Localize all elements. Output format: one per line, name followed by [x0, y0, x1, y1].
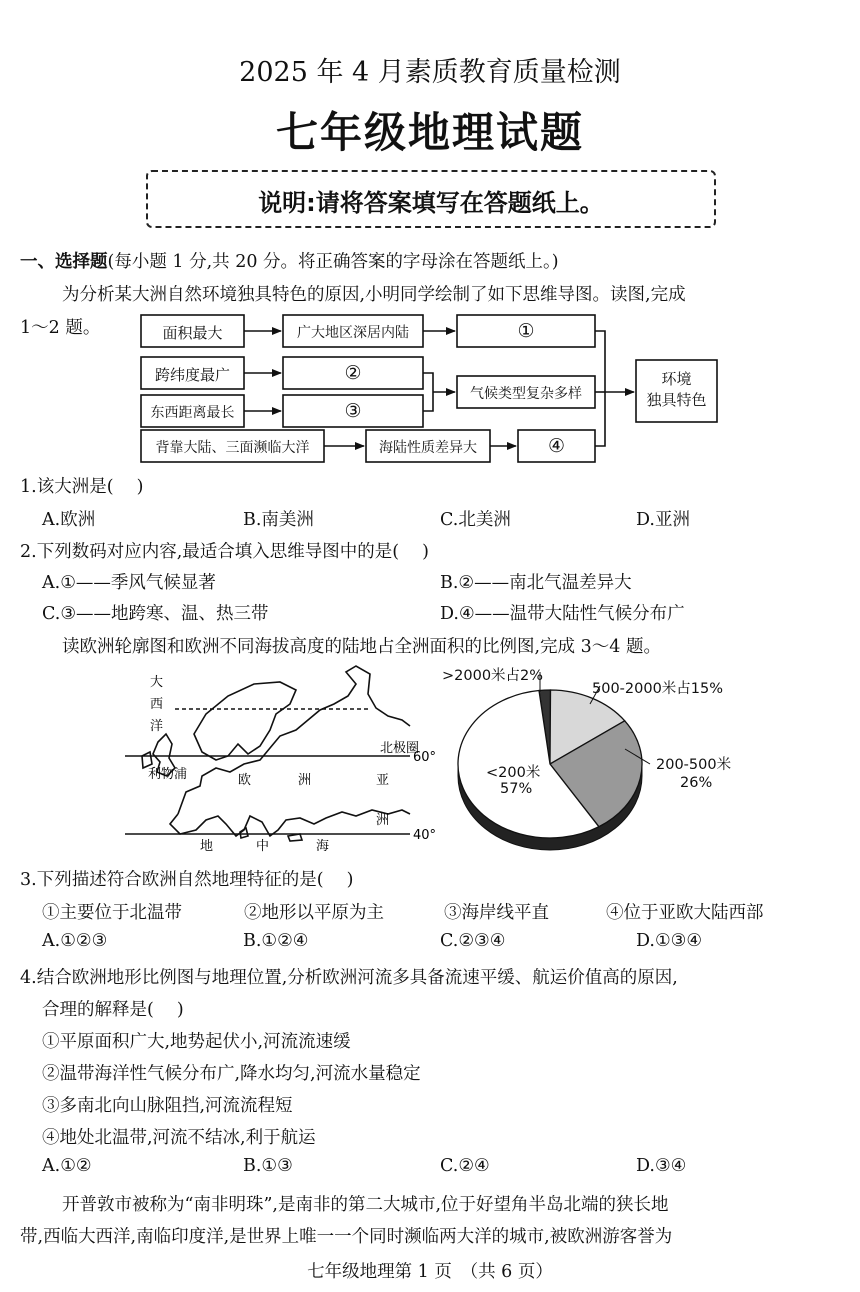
notice-text: 说明:请将答案填写在答题纸上。 [258, 189, 604, 217]
mm-area: 面积最大 [162, 324, 223, 342]
q2-stem: 2.下列数码对应内容,最适合填入思维导图中的是( ) [20, 542, 429, 562]
q3-opt-4: ④位于亚欧大陆西部 [606, 903, 764, 923]
map-atlantic-3: 洋 [150, 719, 164, 734]
map-atlantic-2: 西 [150, 697, 164, 712]
mm-latitude: 跨纬度最广 [154, 366, 230, 384]
exam-subtitle: 2025 年 4 月素质教育质量检测 [239, 57, 621, 88]
pie-label-lt200-pct: 57% [500, 781, 533, 797]
island-shape-2 [288, 834, 302, 841]
map-zhong: 中 [256, 839, 270, 854]
map-di: 地 [200, 839, 214, 854]
pie-label-gt2000: >2000米占2% [442, 668, 544, 684]
q3-option-a: A.①②③ [42, 931, 108, 951]
map-hai: 海 [316, 839, 330, 854]
mm-eastwest: 东西距离最长 [150, 405, 235, 421]
q1-option-d: D.亚洲 [636, 510, 690, 530]
pie-label-500-2000: 500-2000米占15% [592, 681, 724, 697]
mm-blank2: ② [344, 362, 362, 384]
q2-option-c: C.③——地跨寒、温、热三带 [42, 604, 269, 624]
q4-opt-4: ④地处北温带,河流不结冰,利于航运 [42, 1128, 316, 1148]
mainland-south-coast [170, 810, 410, 836]
q4-opt-2: ②温带海洋性气候分布广,降水均匀,河流水量稳定 [42, 1064, 421, 1084]
q2-option-d: D.④——温带大陆性气候分布广 [440, 604, 685, 624]
q4-opt-3: ③多南北向山脉阻挡,河流流程短 [42, 1096, 293, 1116]
q1-option-b: B.南美洲 [243, 510, 314, 530]
q3-stem: 3.下列描述符合欧洲自然地理特征的是( ) [20, 870, 354, 890]
q4-stem-1: 4.结合欧洲地形比例图与地理位置,分析欧洲河流多具备流速平缓、航运价值高的原因, [20, 968, 678, 988]
q3-option-d: D.①③④ [636, 931, 703, 951]
mm-env-1: 环境 [661, 370, 692, 388]
q4-option-b: B.①③ [243, 1156, 293, 1176]
page-footer: 七年级地理第 1 页 （共 6 页） [307, 1262, 553, 1282]
exam-title: 七年级地理试题 [275, 108, 584, 157]
mm-climate: 气候类型复杂多样 [470, 386, 582, 402]
mm-blank1: ① [517, 320, 535, 342]
map-zhou: 洲 [298, 773, 312, 788]
europe-map [120, 664, 450, 854]
q2-option-b: B.②——南北气温差异大 [440, 573, 632, 593]
intro1-line2: 1～2 题。 [20, 318, 101, 338]
q4-option-a: A.①② [42, 1156, 92, 1176]
pie-label-lt200-name: <200米 [486, 765, 541, 781]
mm-inland: 广大地区深居内陆 [297, 325, 409, 341]
q1-option-c: C.北美洲 [440, 510, 511, 530]
q1-option-a: A.欧洲 [42, 510, 96, 530]
mm-env-2: 独具特色 [646, 391, 707, 409]
intro2: 读欧洲轮廓图和欧洲不同海拔高度的陆地占全洲面积的比例图,完成 3～4 题。 [62, 637, 661, 657]
map-liverpool: 利物浦 [148, 767, 188, 782]
pie-label-200-500-pct: 26% [680, 775, 713, 791]
scandinavia-shape [194, 682, 296, 760]
section-heading: 一、选择题 [20, 252, 108, 272]
map-atlantic-1: 大 [150, 675, 164, 690]
mm-blank4: ④ [547, 435, 566, 457]
mm-landsea: 海陆性质差异大 [379, 440, 477, 456]
intro1-line1: 为分析某大洲自然环境独具特色的原因,小明同学绘制了如下思维导图。读图,完成 [62, 285, 686, 305]
intro3-line2: 带,西临大西洋,南临印度洋,是世界上唯一一个同时濒临两大洋的城市,被欧洲游客誉为 [20, 1227, 673, 1247]
map-ya: 亚 [376, 773, 390, 788]
q3-opt-1: ①主要位于北温带 [42, 903, 182, 923]
q3-option-c: C.②③④ [440, 931, 506, 951]
q3-option-b: B.①②④ [243, 931, 309, 951]
q2-option-a: A.①——季风气候显著 [42, 573, 216, 593]
ireland-shape [142, 752, 152, 768]
q4-opt-1: ①平原面积广大,地势起伏小,河流流速缓 [42, 1032, 351, 1052]
q4-option-c: C.②④ [440, 1156, 490, 1176]
pie-label-200-500-name: 200-500米 [656, 757, 732, 773]
section-note: (每小题 1 分,共 20 分。将正确答案的字母涂在答题纸上。) [107, 252, 559, 272]
q4-option-d: D.③④ [636, 1156, 687, 1176]
q4-stem-2: 合理的解释是( ) [42, 1000, 184, 1020]
intro3-line1: 开普敦市被称为“南非明珠”,是南非的第二大城市,位于好望角半岛北端的狭长地 [62, 1195, 669, 1215]
mind-map [0, 0, 860, 480]
q3-opt-2: ②地形以平原为主 [244, 903, 384, 923]
map-ou: 欧 [238, 773, 252, 788]
map-lat60: 60° [413, 750, 437, 765]
map-zhou2: 洲 [376, 813, 390, 828]
map-lat40: 40° [413, 828, 437, 843]
map-arctic-label: 北极圈 [380, 741, 420, 756]
mm-ocean: 背靠大陆、三面濒临大洋 [155, 440, 310, 456]
q3-opt-3: ③海岸线平直 [444, 903, 549, 923]
q1-stem: 1.该大洲是( ) [20, 477, 144, 497]
mm-blank3: ③ [344, 400, 362, 422]
